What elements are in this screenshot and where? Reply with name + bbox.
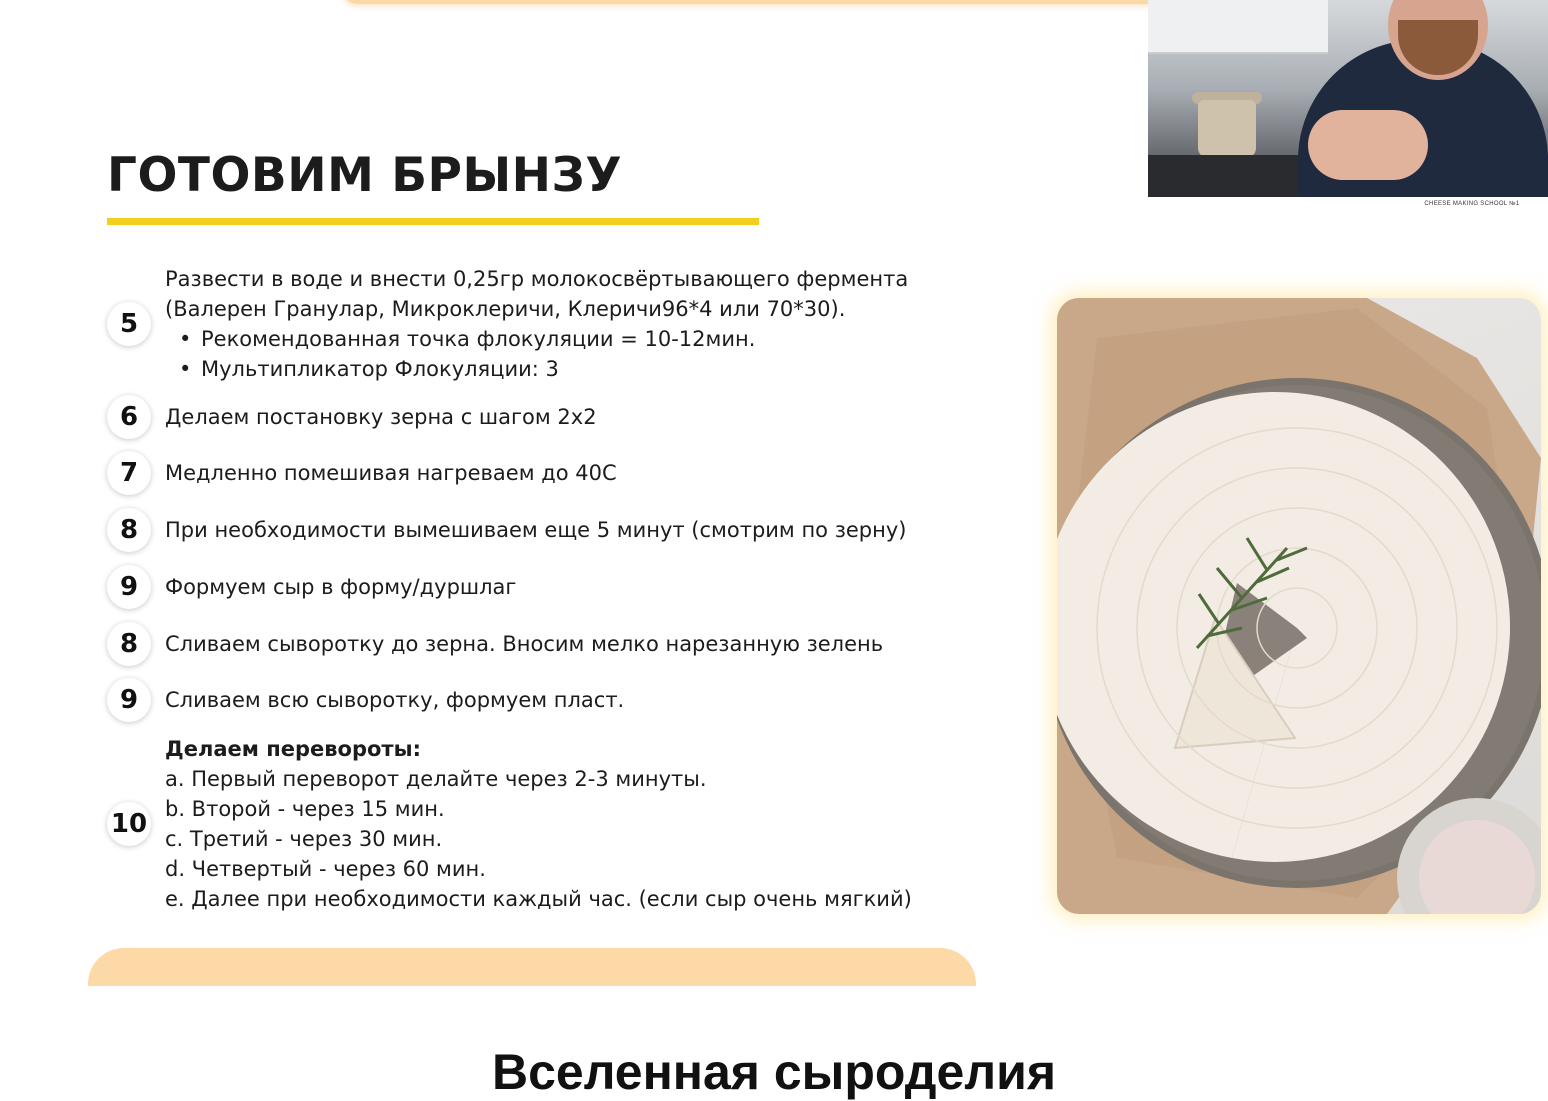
step-bullet: • Мультипликатор Флокуляции: 3: [165, 354, 908, 384]
step-item: [107, 678, 624, 722]
step-line: (Валерен Гранулар, Микроклеричи, Клеричи96*4 или 70*30).: [165, 297, 846, 321]
step-text: [165, 734, 912, 914]
step-item: [107, 451, 617, 495]
step-text: Медленно помешивая нагреваем до 40С: [165, 461, 617, 485]
presenter-video[interactable]: [1148, 0, 1548, 197]
step-number: 8: [107, 508, 151, 552]
step-item: [107, 395, 597, 439]
step-text: Формуем сыр в форму/дуршлаг: [165, 575, 517, 599]
video-pot: [1198, 100, 1256, 158]
step-number: 5: [107, 302, 151, 346]
step-text: При необходимости вымешиваем еще 5 минут (смотрим по зерну): [165, 518, 907, 542]
step-number: 7: [107, 451, 151, 495]
step-number: 9: [107, 678, 151, 722]
step-subitem: b. Второй - через 15 мин.: [165, 797, 445, 821]
logo-caption: CHEESE MAKING SCHOOL №1: [1424, 201, 1520, 207]
step-item: [107, 264, 908, 384]
step-number: 9: [107, 565, 151, 609]
title-underline: [107, 218, 759, 225]
step-item: [107, 565, 516, 609]
step-text: Сливаем всю сыворотку, формуем пласт.: [165, 688, 625, 712]
step-bullet: • Рекомендованная точка флокуляции = 10-12мин.: [165, 324, 908, 354]
step-subitem: e. Далее при необходимости каждый час. (если сыр очень мягкий): [165, 887, 912, 911]
step-number: 10: [107, 802, 151, 846]
presenter-hand: [1308, 110, 1428, 180]
step-line: Развести в воде и внести 0,25гр молокосвёртывающего фермента: [165, 267, 909, 291]
video-cabinet: [1148, 0, 1328, 54]
page-title: ГОТОВИМ БРЫНЗУ: [107, 148, 623, 203]
footer-heading: Вселенная сыроделия: [491, 1044, 1057, 1100]
step-number: 6: [107, 395, 151, 439]
step-number: 8: [107, 622, 151, 666]
step-text: Делаем постановку зерна с шагом 2х2: [165, 405, 597, 429]
step-subitem: d. Четвертый - через 60 мин.: [165, 857, 486, 881]
step-subitem: c. Третий - через 30 мин.: [165, 827, 443, 851]
cheese-photo: [1057, 298, 1541, 914]
step-item: [107, 622, 883, 666]
step-text: Сливаем сыворотку до зерна. Вносим мелко нарезанную зелень: [165, 632, 884, 656]
bottom-panel: [88, 948, 976, 986]
cheese-illustration: [1057, 298, 1541, 914]
step-heading: Делаем перевороты:: [165, 737, 421, 761]
step-text: [165, 264, 908, 384]
step-item: [107, 508, 906, 552]
logo-badge: [1402, 197, 1542, 267]
step-item: [107, 734, 912, 914]
step-subitem: a. Первый переворот делайте через 2-3 минуты.: [165, 767, 707, 791]
